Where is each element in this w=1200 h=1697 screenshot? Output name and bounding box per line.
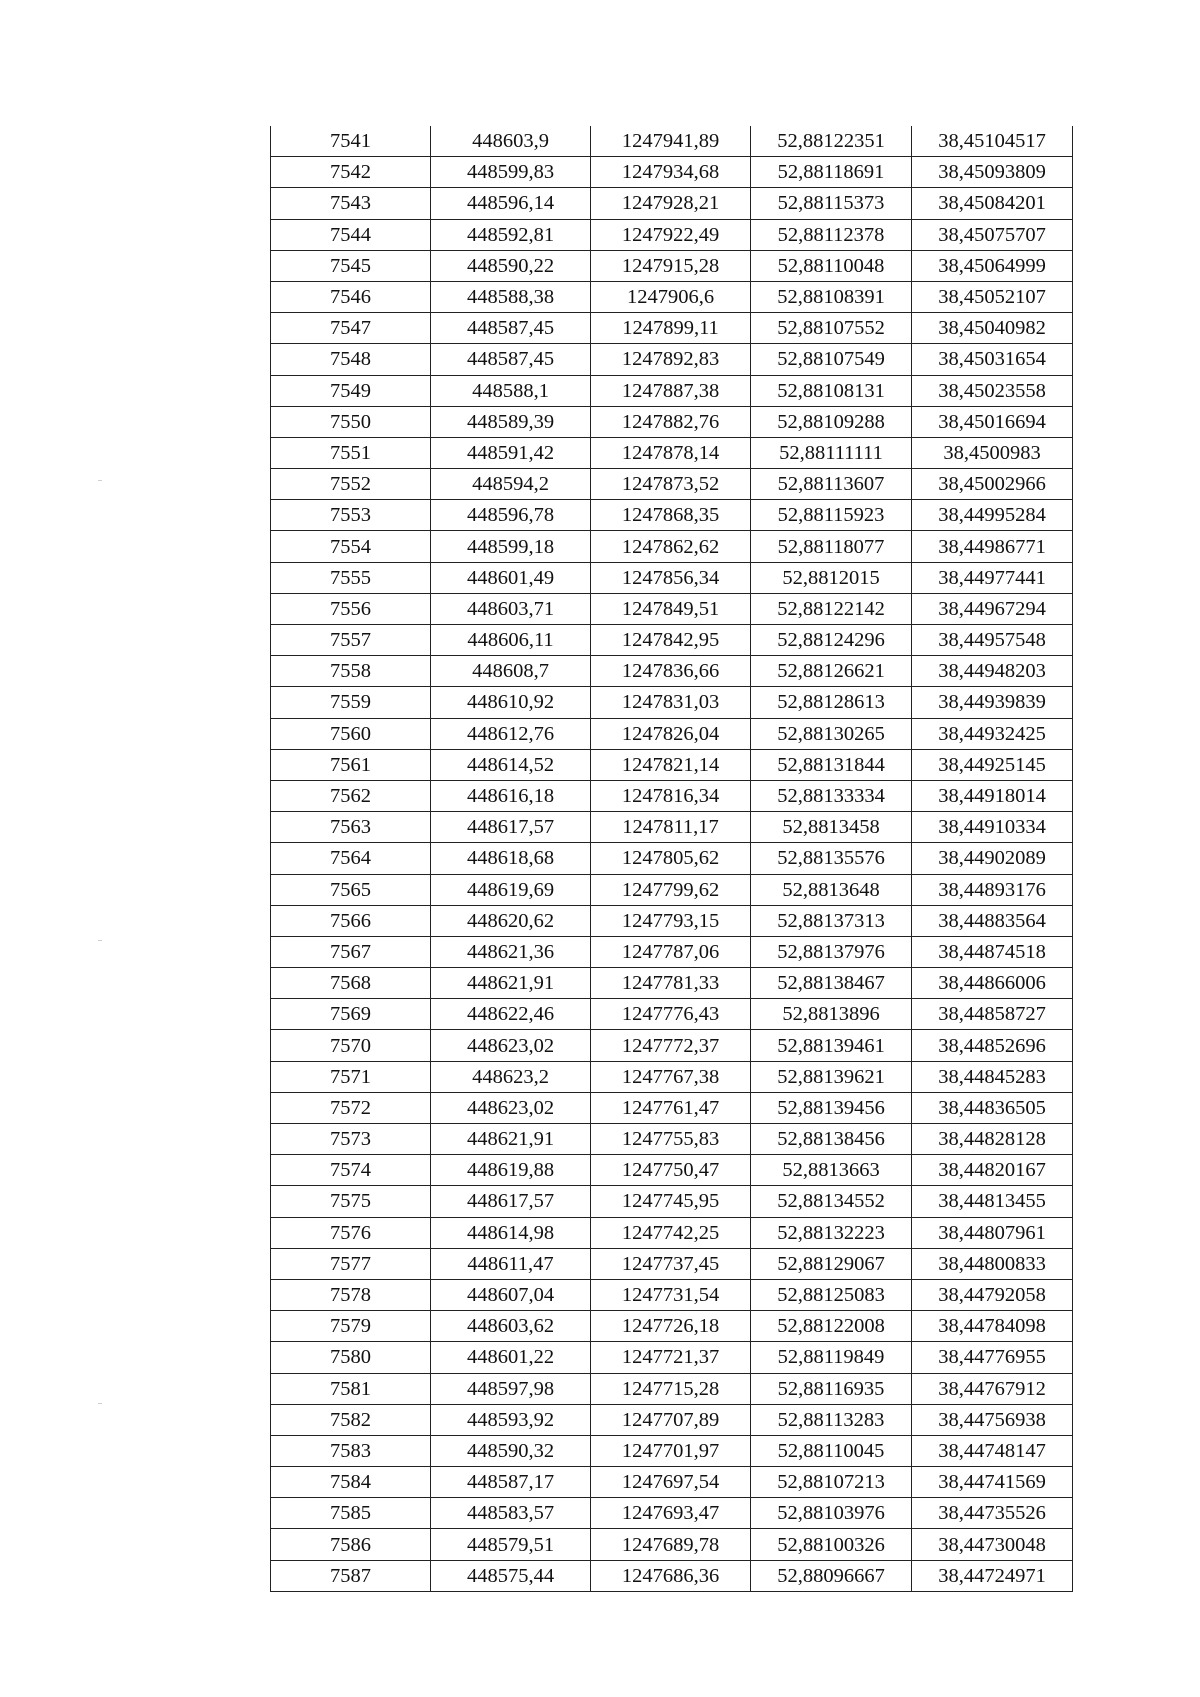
latitude-cell: 52,88110048 bbox=[751, 250, 912, 281]
table-row bbox=[271, 1124, 1073, 1155]
x-coordinate-cell: 448616,18 bbox=[431, 780, 591, 811]
x-coordinate-cell: 448601,22 bbox=[431, 1342, 591, 1373]
x-coordinate-cell: 448620,62 bbox=[431, 905, 591, 936]
x-coordinate-cell: 448610,92 bbox=[431, 687, 591, 718]
longitude-cell: 38,44995284 bbox=[912, 500, 1073, 531]
table-row bbox=[271, 1373, 1073, 1404]
latitude-cell: 52,8813896 bbox=[751, 999, 912, 1030]
longitude-cell: 38,45016694 bbox=[912, 406, 1073, 437]
longitude-cell: 38,44845283 bbox=[912, 1061, 1073, 1092]
scan-mark bbox=[98, 1403, 102, 1404]
x-coordinate-cell: 448617,57 bbox=[431, 1186, 591, 1217]
longitude-cell: 38,44735526 bbox=[912, 1498, 1073, 1529]
table-row bbox=[271, 1279, 1073, 1310]
table-row bbox=[271, 157, 1073, 188]
point-number-cell: 7570 bbox=[271, 1030, 431, 1061]
y-coordinate-cell: 1247701,97 bbox=[591, 1435, 751, 1466]
y-coordinate-cell: 1247787,06 bbox=[591, 936, 751, 967]
longitude-cell: 38,44748147 bbox=[912, 1435, 1073, 1466]
latitude-cell: 52,8813648 bbox=[751, 874, 912, 905]
x-coordinate-cell: 448590,32 bbox=[431, 1435, 591, 1466]
table-row bbox=[271, 188, 1073, 219]
table-row bbox=[271, 749, 1073, 780]
latitude-cell: 52,88122351 bbox=[751, 126, 912, 157]
point-number-cell: 7573 bbox=[271, 1124, 431, 1155]
point-number-cell: 7574 bbox=[271, 1155, 431, 1186]
point-number-cell: 7563 bbox=[271, 812, 431, 843]
x-coordinate-cell: 448590,22 bbox=[431, 250, 591, 281]
latitude-cell: 52,88110045 bbox=[751, 1435, 912, 1466]
table-row bbox=[271, 1498, 1073, 1529]
longitude-cell: 38,44767912 bbox=[912, 1373, 1073, 1404]
point-number-cell: 7584 bbox=[271, 1467, 431, 1498]
x-coordinate-cell: 448587,17 bbox=[431, 1467, 591, 1498]
longitude-cell: 38,44939839 bbox=[912, 687, 1073, 718]
table-row bbox=[271, 1155, 1073, 1186]
point-number-cell: 7578 bbox=[271, 1279, 431, 1310]
table-row bbox=[271, 562, 1073, 593]
longitude-cell: 38,45084201 bbox=[912, 188, 1073, 219]
table-row bbox=[271, 1467, 1073, 1498]
y-coordinate-cell: 1247941,89 bbox=[591, 126, 751, 157]
longitude-cell: 38,45052107 bbox=[912, 281, 1073, 312]
table-row bbox=[271, 718, 1073, 749]
table-row bbox=[271, 1061, 1073, 1092]
x-coordinate-cell: 448587,45 bbox=[431, 313, 591, 344]
point-number-cell: 7582 bbox=[271, 1404, 431, 1435]
point-number-cell: 7572 bbox=[271, 1092, 431, 1123]
y-coordinate-cell: 1247697,54 bbox=[591, 1467, 751, 1498]
y-coordinate-cell: 1247799,62 bbox=[591, 874, 751, 905]
x-coordinate-cell: 448599,83 bbox=[431, 157, 591, 188]
point-number-cell: 7575 bbox=[271, 1186, 431, 1217]
table-row bbox=[271, 625, 1073, 656]
latitude-cell: 52,88111111 bbox=[751, 437, 912, 468]
y-coordinate-cell: 1247731,54 bbox=[591, 1279, 751, 1310]
latitude-cell: 52,88139621 bbox=[751, 1061, 912, 1092]
table-row bbox=[271, 344, 1073, 375]
point-number-cell: 7579 bbox=[271, 1311, 431, 1342]
x-coordinate-cell: 448601,49 bbox=[431, 562, 591, 593]
longitude-cell: 38,45040982 bbox=[912, 313, 1073, 344]
table-row bbox=[271, 905, 1073, 936]
point-number-cell: 7559 bbox=[271, 687, 431, 718]
x-coordinate-cell: 448594,2 bbox=[431, 469, 591, 500]
scan-mark bbox=[98, 480, 102, 481]
latitude-cell: 52,88126621 bbox=[751, 656, 912, 687]
table-row bbox=[271, 687, 1073, 718]
y-coordinate-cell: 1247826,04 bbox=[591, 718, 751, 749]
x-coordinate-cell: 448623,02 bbox=[431, 1030, 591, 1061]
x-coordinate-cell: 448593,92 bbox=[431, 1404, 591, 1435]
point-number-cell: 7566 bbox=[271, 905, 431, 936]
y-coordinate-cell: 1247721,37 bbox=[591, 1342, 751, 1373]
y-coordinate-cell: 1247767,38 bbox=[591, 1061, 751, 1092]
latitude-cell: 52,88137313 bbox=[751, 905, 912, 936]
longitude-cell: 38,44858727 bbox=[912, 999, 1073, 1030]
point-number-cell: 7586 bbox=[271, 1529, 431, 1560]
y-coordinate-cell: 1247737,45 bbox=[591, 1248, 751, 1279]
x-coordinate-cell: 448621,91 bbox=[431, 1124, 591, 1155]
point-number-cell: 7552 bbox=[271, 469, 431, 500]
table-row bbox=[271, 250, 1073, 281]
y-coordinate-cell: 1247849,51 bbox=[591, 593, 751, 624]
table-row bbox=[271, 500, 1073, 531]
table-row bbox=[271, 1248, 1073, 1279]
point-number-cell: 7576 bbox=[271, 1217, 431, 1248]
longitude-cell: 38,44776955 bbox=[912, 1342, 1073, 1373]
longitude-cell: 38,44724971 bbox=[912, 1560, 1073, 1591]
table-row bbox=[271, 1529, 1073, 1560]
latitude-cell: 52,8813458 bbox=[751, 812, 912, 843]
table-row bbox=[271, 469, 1073, 500]
y-coordinate-cell: 1247693,47 bbox=[591, 1498, 751, 1529]
point-number-cell: 7567 bbox=[271, 936, 431, 967]
longitude-cell: 38,44741569 bbox=[912, 1467, 1073, 1498]
y-coordinate-cell: 1247873,52 bbox=[591, 469, 751, 500]
latitude-cell: 52,88135576 bbox=[751, 843, 912, 874]
longitude-cell: 38,45002966 bbox=[912, 469, 1073, 500]
longitude-cell: 38,45064999 bbox=[912, 250, 1073, 281]
longitude-cell: 38,44874518 bbox=[912, 936, 1073, 967]
x-coordinate-cell: 448623,2 bbox=[431, 1061, 591, 1092]
y-coordinate-cell: 1247781,33 bbox=[591, 968, 751, 999]
latitude-cell: 52,88113607 bbox=[751, 469, 912, 500]
latitude-cell: 52,88122142 bbox=[751, 593, 912, 624]
y-coordinate-cell: 1247726,18 bbox=[591, 1311, 751, 1342]
table-row bbox=[271, 656, 1073, 687]
x-coordinate-cell: 448614,52 bbox=[431, 749, 591, 780]
longitude-cell: 38,4500983 bbox=[912, 437, 1073, 468]
table-row bbox=[271, 1404, 1073, 1435]
table-row bbox=[271, 1435, 1073, 1466]
x-coordinate-cell: 448606,11 bbox=[431, 625, 591, 656]
latitude-cell: 52,88124296 bbox=[751, 625, 912, 656]
latitude-cell: 52,88113283 bbox=[751, 1404, 912, 1435]
longitude-cell: 38,44977441 bbox=[912, 562, 1073, 593]
longitude-cell: 38,44820167 bbox=[912, 1155, 1073, 1186]
y-coordinate-cell: 1247816,34 bbox=[591, 780, 751, 811]
x-coordinate-cell: 448588,38 bbox=[431, 281, 591, 312]
longitude-cell: 38,44792058 bbox=[912, 1279, 1073, 1310]
y-coordinate-cell: 1247805,62 bbox=[591, 843, 751, 874]
x-coordinate-cell: 448591,42 bbox=[431, 437, 591, 468]
latitude-cell: 52,88109288 bbox=[751, 406, 912, 437]
point-number-cell: 7550 bbox=[271, 406, 431, 437]
y-coordinate-cell: 1247793,15 bbox=[591, 905, 751, 936]
point-number-cell: 7554 bbox=[271, 531, 431, 562]
x-coordinate-cell: 448589,39 bbox=[431, 406, 591, 437]
y-coordinate-cell: 1247776,43 bbox=[591, 999, 751, 1030]
point-number-cell: 7548 bbox=[271, 344, 431, 375]
latitude-cell: 52,88125083 bbox=[751, 1279, 912, 1310]
x-coordinate-cell: 448603,62 bbox=[431, 1311, 591, 1342]
latitude-cell: 52,88122008 bbox=[751, 1311, 912, 1342]
point-number-cell: 7571 bbox=[271, 1061, 431, 1092]
x-coordinate-cell: 448596,14 bbox=[431, 188, 591, 219]
table-row bbox=[271, 780, 1073, 811]
x-coordinate-cell: 448607,04 bbox=[431, 1279, 591, 1310]
longitude-cell: 38,44918014 bbox=[912, 780, 1073, 811]
longitude-cell: 38,45075707 bbox=[912, 219, 1073, 250]
y-coordinate-cell: 1247745,95 bbox=[591, 1186, 751, 1217]
point-number-cell: 7541 bbox=[271, 126, 431, 157]
point-number-cell: 7546 bbox=[271, 281, 431, 312]
latitude-cell: 52,88100326 bbox=[751, 1529, 912, 1560]
y-coordinate-cell: 1247842,95 bbox=[591, 625, 751, 656]
point-number-cell: 7543 bbox=[271, 188, 431, 219]
latitude-cell: 52,88118691 bbox=[751, 157, 912, 188]
x-coordinate-cell: 448592,81 bbox=[431, 219, 591, 250]
y-coordinate-cell: 1247811,17 bbox=[591, 812, 751, 843]
latitude-cell: 52,88108131 bbox=[751, 375, 912, 406]
longitude-cell: 38,44813455 bbox=[912, 1186, 1073, 1217]
latitude-cell: 52,88103976 bbox=[751, 1498, 912, 1529]
y-coordinate-cell: 1247922,49 bbox=[591, 219, 751, 250]
latitude-cell: 52,88116935 bbox=[751, 1373, 912, 1404]
point-number-cell: 7562 bbox=[271, 780, 431, 811]
table-row bbox=[271, 1092, 1073, 1123]
longitude-cell: 38,44756938 bbox=[912, 1404, 1073, 1435]
point-number-cell: 7544 bbox=[271, 219, 431, 250]
y-coordinate-cell: 1247892,83 bbox=[591, 344, 751, 375]
point-number-cell: 7557 bbox=[271, 625, 431, 656]
longitude-cell: 38,45023558 bbox=[912, 375, 1073, 406]
table-row bbox=[271, 126, 1073, 157]
table-row bbox=[271, 874, 1073, 905]
table-row bbox=[271, 281, 1073, 312]
latitude-cell: 52,88119849 bbox=[751, 1342, 912, 1373]
y-coordinate-cell: 1247750,47 bbox=[591, 1155, 751, 1186]
point-number-cell: 7545 bbox=[271, 250, 431, 281]
y-coordinate-cell: 1247689,78 bbox=[591, 1529, 751, 1560]
longitude-cell: 38,44948203 bbox=[912, 656, 1073, 687]
x-coordinate-cell: 448621,91 bbox=[431, 968, 591, 999]
y-coordinate-cell: 1247862,62 bbox=[591, 531, 751, 562]
longitude-cell: 38,44910334 bbox=[912, 812, 1073, 843]
y-coordinate-cell: 1247831,03 bbox=[591, 687, 751, 718]
longitude-cell: 38,44866006 bbox=[912, 968, 1073, 999]
y-coordinate-cell: 1247882,76 bbox=[591, 406, 751, 437]
y-coordinate-cell: 1247856,34 bbox=[591, 562, 751, 593]
latitude-cell: 52,88137976 bbox=[751, 936, 912, 967]
coordinates-table-body bbox=[271, 126, 1073, 1591]
table-row bbox=[271, 812, 1073, 843]
point-number-cell: 7564 bbox=[271, 843, 431, 874]
table-row bbox=[271, 936, 1073, 967]
latitude-cell: 52,8812015 bbox=[751, 562, 912, 593]
longitude-cell: 38,44883564 bbox=[912, 905, 1073, 936]
point-number-cell: 7580 bbox=[271, 1342, 431, 1373]
longitude-cell: 38,44730048 bbox=[912, 1529, 1073, 1560]
latitude-cell: 52,88138467 bbox=[751, 968, 912, 999]
longitude-cell: 38,45093809 bbox=[912, 157, 1073, 188]
longitude-cell: 38,44932425 bbox=[912, 718, 1073, 749]
table-row bbox=[271, 1560, 1073, 1591]
latitude-cell: 52,88096667 bbox=[751, 1560, 912, 1591]
y-coordinate-cell: 1247868,35 bbox=[591, 500, 751, 531]
x-coordinate-cell: 448612,76 bbox=[431, 718, 591, 749]
point-number-cell: 7555 bbox=[271, 562, 431, 593]
x-coordinate-cell: 448596,78 bbox=[431, 500, 591, 531]
table-row bbox=[271, 219, 1073, 250]
x-coordinate-cell: 448623,02 bbox=[431, 1092, 591, 1123]
latitude-cell: 52,88133334 bbox=[751, 780, 912, 811]
latitude-cell: 52,88128613 bbox=[751, 687, 912, 718]
table-row bbox=[271, 375, 1073, 406]
x-coordinate-cell: 448603,71 bbox=[431, 593, 591, 624]
latitude-cell: 52,88107213 bbox=[751, 1467, 912, 1498]
table-row bbox=[271, 1186, 1073, 1217]
x-coordinate-cell: 448622,46 bbox=[431, 999, 591, 1030]
y-coordinate-cell: 1247899,11 bbox=[591, 313, 751, 344]
y-coordinate-cell: 1247742,25 bbox=[591, 1217, 751, 1248]
longitude-cell: 38,44902089 bbox=[912, 843, 1073, 874]
latitude-cell: 52,88138456 bbox=[751, 1124, 912, 1155]
latitude-cell: 52,88130265 bbox=[751, 718, 912, 749]
point-number-cell: 7565 bbox=[271, 874, 431, 905]
point-number-cell: 7577 bbox=[271, 1248, 431, 1279]
table-row bbox=[271, 313, 1073, 344]
latitude-cell: 52,88139456 bbox=[751, 1092, 912, 1123]
table-row bbox=[271, 968, 1073, 999]
table-row bbox=[271, 593, 1073, 624]
latitude-cell: 52,88107549 bbox=[751, 344, 912, 375]
table-row bbox=[271, 1311, 1073, 1342]
table-row bbox=[271, 1342, 1073, 1373]
point-number-cell: 7560 bbox=[271, 718, 431, 749]
y-coordinate-cell: 1247934,68 bbox=[591, 157, 751, 188]
x-coordinate-cell: 448621,36 bbox=[431, 936, 591, 967]
longitude-cell: 38,44800833 bbox=[912, 1248, 1073, 1279]
x-coordinate-cell: 448619,88 bbox=[431, 1155, 591, 1186]
x-coordinate-cell: 448583,57 bbox=[431, 1498, 591, 1529]
point-number-cell: 7568 bbox=[271, 968, 431, 999]
table-row bbox=[271, 1030, 1073, 1061]
longitude-cell: 38,44828128 bbox=[912, 1124, 1073, 1155]
latitude-cell: 52,88131844 bbox=[751, 749, 912, 780]
x-coordinate-cell: 448587,45 bbox=[431, 344, 591, 375]
point-number-cell: 7553 bbox=[271, 500, 431, 531]
x-coordinate-cell: 448614,98 bbox=[431, 1217, 591, 1248]
latitude-cell: 52,88139461 bbox=[751, 1030, 912, 1061]
y-coordinate-cell: 1247906,6 bbox=[591, 281, 751, 312]
latitude-cell: 52,88115923 bbox=[751, 500, 912, 531]
point-number-cell: 7587 bbox=[271, 1560, 431, 1591]
longitude-cell: 38,44836505 bbox=[912, 1092, 1073, 1123]
latitude-cell: 52,88115373 bbox=[751, 188, 912, 219]
x-coordinate-cell: 448597,98 bbox=[431, 1373, 591, 1404]
point-number-cell: 7569 bbox=[271, 999, 431, 1030]
latitude-cell: 52,88118077 bbox=[751, 531, 912, 562]
y-coordinate-cell: 1247821,14 bbox=[591, 749, 751, 780]
longitude-cell: 38,45031654 bbox=[912, 344, 1073, 375]
table-row bbox=[271, 999, 1073, 1030]
table-row bbox=[271, 843, 1073, 874]
y-coordinate-cell: 1247761,47 bbox=[591, 1092, 751, 1123]
latitude-cell: 52,8813663 bbox=[751, 1155, 912, 1186]
table-row bbox=[271, 531, 1073, 562]
longitude-cell: 38,44784098 bbox=[912, 1311, 1073, 1342]
point-number-cell: 7547 bbox=[271, 313, 431, 344]
y-coordinate-cell: 1247686,36 bbox=[591, 1560, 751, 1591]
x-coordinate-cell: 448619,69 bbox=[431, 874, 591, 905]
latitude-cell: 52,88112378 bbox=[751, 219, 912, 250]
y-coordinate-cell: 1247772,37 bbox=[591, 1030, 751, 1061]
scan-mark bbox=[98, 940, 102, 941]
x-coordinate-cell: 448611,47 bbox=[431, 1248, 591, 1279]
table-row bbox=[271, 406, 1073, 437]
y-coordinate-cell: 1247928,21 bbox=[591, 188, 751, 219]
latitude-cell: 52,88107552 bbox=[751, 313, 912, 344]
coordinates-table bbox=[270, 126, 1073, 1592]
point-number-cell: 7556 bbox=[271, 593, 431, 624]
point-number-cell: 7542 bbox=[271, 157, 431, 188]
longitude-cell: 38,44986771 bbox=[912, 531, 1073, 562]
point-number-cell: 7558 bbox=[271, 656, 431, 687]
longitude-cell: 38,44967294 bbox=[912, 593, 1073, 624]
longitude-cell: 38,45104517 bbox=[912, 126, 1073, 157]
latitude-cell: 52,88134552 bbox=[751, 1186, 912, 1217]
x-coordinate-cell: 448603,9 bbox=[431, 126, 591, 157]
y-coordinate-cell: 1247915,28 bbox=[591, 250, 751, 281]
y-coordinate-cell: 1247715,28 bbox=[591, 1373, 751, 1404]
table-row bbox=[271, 1217, 1073, 1248]
longitude-cell: 38,44925145 bbox=[912, 749, 1073, 780]
x-coordinate-cell: 448575,44 bbox=[431, 1560, 591, 1591]
table-row bbox=[271, 437, 1073, 468]
x-coordinate-cell: 448618,68 bbox=[431, 843, 591, 874]
x-coordinate-cell: 448608,7 bbox=[431, 656, 591, 687]
y-coordinate-cell: 1247707,89 bbox=[591, 1404, 751, 1435]
latitude-cell: 52,88132223 bbox=[751, 1217, 912, 1248]
y-coordinate-cell: 1247836,66 bbox=[591, 656, 751, 687]
point-number-cell: 7549 bbox=[271, 375, 431, 406]
x-coordinate-cell: 448599,18 bbox=[431, 531, 591, 562]
point-number-cell: 7581 bbox=[271, 1373, 431, 1404]
longitude-cell: 38,44957548 bbox=[912, 625, 1073, 656]
y-coordinate-cell: 1247887,38 bbox=[591, 375, 751, 406]
point-number-cell: 7551 bbox=[271, 437, 431, 468]
longitude-cell: 38,44893176 bbox=[912, 874, 1073, 905]
point-number-cell: 7583 bbox=[271, 1435, 431, 1466]
longitude-cell: 38,44807961 bbox=[912, 1217, 1073, 1248]
y-coordinate-cell: 1247755,83 bbox=[591, 1124, 751, 1155]
point-number-cell: 7561 bbox=[271, 749, 431, 780]
longitude-cell: 38,44852696 bbox=[912, 1030, 1073, 1061]
x-coordinate-cell: 448588,1 bbox=[431, 375, 591, 406]
x-coordinate-cell: 448617,57 bbox=[431, 812, 591, 843]
latitude-cell: 52,88129067 bbox=[751, 1248, 912, 1279]
latitude-cell: 52,88108391 bbox=[751, 281, 912, 312]
point-number-cell: 7585 bbox=[271, 1498, 431, 1529]
y-coordinate-cell: 1247878,14 bbox=[591, 437, 751, 468]
x-coordinate-cell: 448579,51 bbox=[431, 1529, 591, 1560]
